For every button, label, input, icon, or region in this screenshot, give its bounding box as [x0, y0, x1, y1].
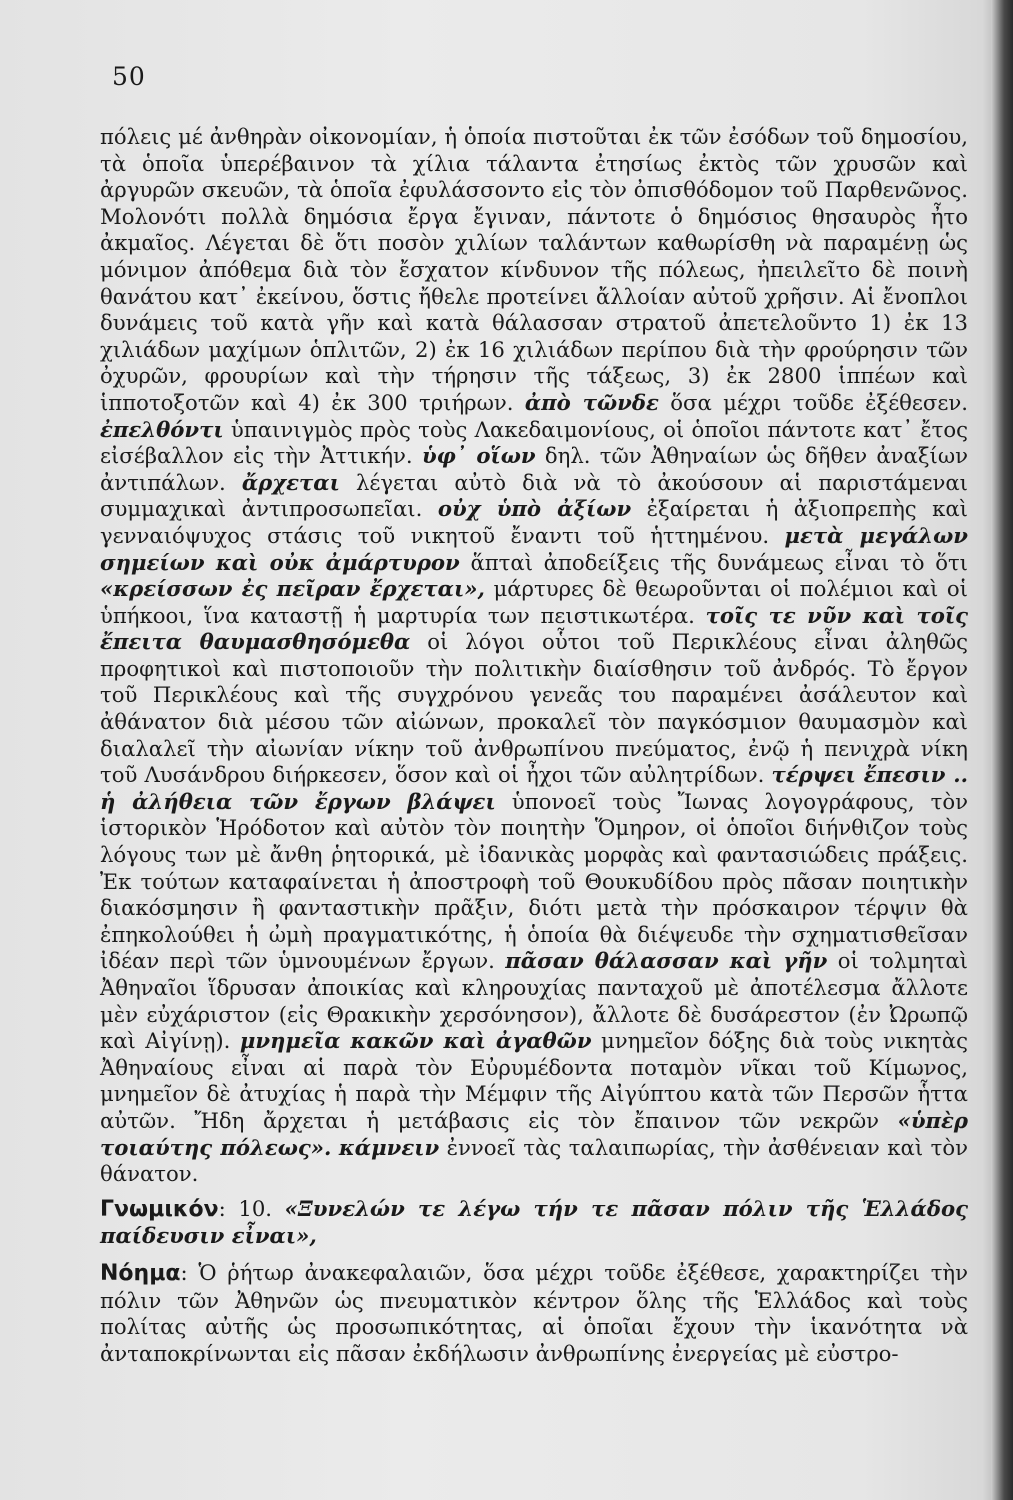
lemma: «ὑπὲρ τοιαύτης πόλεως».	[100, 1107, 968, 1160]
lemma: ἄρχεται	[241, 469, 340, 495]
lemma: ὑφ᾿ οἵων	[421, 443, 536, 469]
lemma: τέρψει ἔπεσιν .. ἡ ἀλήθεια τῶν ἔργων βλάψει	[100, 762, 968, 814]
book-spine-shadow	[991, 0, 1013, 1500]
text-segment: δηλ. τῶν Ἀθηναίων ὡς δῆθεν ἀναξίων ἀντιπάλων.	[100, 443, 968, 495]
gnomikon-number: : 10.	[218, 1195, 273, 1221]
lemma: μετὰ μεγάλων σημείων καὶ οὐκ ἀμάρτυρον	[100, 522, 968, 575]
gnomikon-paragraph	[100, 1196, 968, 1250]
text-segment: πόλεις μέ ἀνθηρὰν οἰκονομίαν, ἡ ὁποία πιστοῦται ἐκ τῶν ἐσόδων τοῦ δημοσίου, τὰ ὁποῖα ὑπερέβαινον τὰ χίλια τάλαντα ἐτησίως ἐκτὸς τῶν χρυσῶν καὶ ἀργυρῶν σκευῶν, τὰ ὁποῖα ἐφυλάσσοντο εἰς τὸν ὀπισθόδομον τοῦ Παρθενῶνος. Μολονότι πολλὰ δημόσια ἔργα ἔγιναν, πάντοτε ὁ δημόσιος θησαυρὸς ἦτο ἀκμαῖος. Λέγεται δὲ ὅτι ποσὸν χιλίων ταλάντων καθωρίσθη νὰ παραμένῃ ὡς μόνιμον ἀπόθεμα διὰ τὸν ἔσχατον κίνδυνον τῆς πόλεως, ἠπειλεῖτο δὲ ποινὴ θανάτου κατ᾿ ἐκείνου, ὅστις ἤθελε προτείνει ἄλλοίαν αὐτοῦ χρῆσιν. Αἱ ἔνοπλοι δυνάμεις τοῦ κατὰ γῆν καὶ κατὰ θάλασσαν στρατοῦ ἀπετελοῦντο 1) ἐκ 13 χιλιάδων μαχίμων ὁπλιτῶν, 2) ἐκ 16 χιλιάδων περίπου διὰ τὴν φρούρησιν τῶν ὀχυρῶν, φρουρίων καὶ τὴν τήρησιν τῆς τάξεως, 3) ἐκ 2800 ἱππέων καὶ ἱπποτοξοτῶν καὶ 4) ἐκ 300 τριήρων.	[100, 124, 968, 415]
noima-text: : Ὁ ῥήτωρ ἀνακεφαλαιῶν, ὅσα μέχρι τοῦδε ἐξέθεσε, χαρακτηρίζει τὴν πόλιν τῶν Ἀθηνῶν ὡς πνευματικὸν κέντρον ὅλης τῆς Ἑλλάδος καὶ τοὺς πολίτας αὐτῆς ὡς προσωπικότητας, αἱ ὁποῖαι ἔχουν τὴν ἱκανότητα νὰ ἀνταποκρίνωνται εἰς πᾶσαν ἐκδήλωσιν ἀνθρωπίνης ἐνεργείας μὲ εὐστρο-	[100, 1259, 968, 1366]
text-segment: ὅσα μέχρι τοῦδε ἐξέθεσεν.	[670, 389, 968, 415]
text-segment: οἱ τολμηταὶ Ἀθηναῖοι ἵδρυσαν ἀποικίας καὶ κληρουχίας πανταχοῦ μὲ ἀποτέλεσμα ἄλλοτε μὲν εὐχάριστον (εἰς Θρακικὴν χερσόνησον), ἄλλοτε δὲ δυσάρεστον (ἐν Ὠρωπῷ καὶ Αἰγίνῃ).	[100, 948, 968, 1054]
text-segment: ἐννοεῖ τὰς ταλαιπωρίας, τὴν ἀσθένειαν καὶ τὸν θάνατον.	[100, 1134, 968, 1187]
lemma: οὐχ ὑπὸ ἀξίων	[437, 496, 632, 522]
lemma: τοῖς τε νῦν καὶ τοῖς ἔπειτα θαυμασθησόμεθα	[100, 602, 968, 655]
text-segment: οἱ λόγοι οὗτοι τοῦ Περικλέους εἶναι ἀληθῶς προφητικοὶ καὶ πιστοποιοῦν τὴν πολιτικὴν διαίσθησιν τοῦ ἀνδρός. Τὸ ἔργον τοῦ Περικλέους καὶ τῆς συγχρόνου γενεᾶς του παραμένει ἀσάλευτον καὶ ἀθάνατον διὰ μέσου τῶν αἰώνων, προκαλεῖ τὸν παγκόσμιον θαυμασμὸν καὶ διαλαλεῖ τὴν αἰωνίαν νίκην τοῦ ἀνθρωπίνου πνεύματος, ἐνῷ ἡ πενιχρὰ νίκη τοῦ Λυσάνδρου διήρκεσεν, ὅσον καὶ οἱ ἦχοι τῶν αὐλητρίδων.	[100, 629, 968, 788]
lemma: πᾶσαν θάλασσαν καὶ γῆν	[505, 948, 828, 974]
noima-label: Νόημα	[100, 1260, 181, 1286]
noima-paragraph	[100, 1260, 968, 1367]
lemma: ἐπελθόντι	[100, 416, 224, 442]
text-segment: μνημεῖον δόξης διὰ τοὺς νικητὰς Ἀθηναίους εἶναι αἱ παρὰ τὸν Εὐρυμέδοντα ποταμὸν νῖκαι τοῦ Κίμωνος, μνημεῖον δὲ ἀτυχίας ἡ παρὰ τὴν Μέμφιν τῆς Αἰγύπτου κατὰ τῶν Περσῶν ἧττα αὐτῶν. Ἤδη ἄρχεται ἡ μετάβασις εἰς τὸν ἔπαινον τῶν νεκρῶν	[100, 1028, 968, 1133]
commentary-paragraph	[100, 124, 968, 1188]
text-segment: ὑπονοεῖ τοὺς Ἴωνας λογογράφους, τὸν ἱστορικὸν Ἡρόδοτον καὶ αὐτὸν τὸν ποιητὴν Ὅμηρον, οἱ ὁποῖοι διήνθιζον τοὺς λόγους των μὲ ἄνθη ῥητορικά, μὲ ἰδανικὰς μορφὰς καὶ φαντασιώδεις πράξεις. Ἐκ τούτων καταφαίνεται ἡ ἀποστροφὴ τοῦ Θουκυδίδου πρὸς πᾶσαν ποιητικὴν διακόσμησιν ἢ φανταστικὴν πρᾶξιν, διότι μετὰ τὴν πρόσκαιρον τέρψιν θὰ ἐπηκολούθει ἡ ὠμὴ πραγματικότης, ἡ ὁποία θὰ διέψευδε τὴν σχηματισθεῖσαν ἰδέαν περὶ τῶν ὑμνουμένων ἔργων.	[100, 788, 968, 974]
lemma: κάμνειν	[338, 1134, 440, 1160]
gnomikon-label: Γνωμικόν	[100, 1196, 219, 1222]
gnomikon-quote: «Ξυνελών τε λέγω τήν τε πᾶσαν πόλιν τῆς Ἑλλάδος παίδευσιν εἶναι»,	[100, 1195, 968, 1249]
lemma: «κρείσσων ἐς πεῖραν ἔρχεται»,	[100, 576, 485, 602]
text-segment: μάρτυρες δὲ θεωροῦνται οἱ πολέμιοι καὶ οἱ ὑπήκοοι, ἵνα καταστῇ ἡ μαρτυρία των πειστικωτέρα.	[100, 576, 968, 628]
text-segment: λέγεται αὐτὸ διὰ νὰ τὸ ἀκούσουν αἱ παριστάμεναι συμμαχικαὶ ἀντιπροσωπεῖαι.	[100, 469, 968, 522]
body-text	[100, 124, 968, 1367]
lemma: μνημεῖα κακῶν καὶ ἀγαθῶν	[239, 1028, 592, 1054]
lemma: ἀπὸ τῶνδε	[524, 389, 659, 415]
text-segment: ἐξαίρεται ἡ ἀξιοπρεπὴς καὶ γενναιόψυχος στάσις τοῦ νικητοῦ ἔναντι τοῦ ἡττημένου.	[100, 496, 968, 548]
text-segment: ὑπαινιγμὸς πρὸς τοὺς Λακεδαιμονίους, οἱ ὁποῖοι πάντοτε κατ᾿ ἔτος εἰσέβαλλον εἰς τὴν Ἀττικήν.	[100, 416, 968, 469]
text-segment: ἅπταὶ ἀποδείξεις τῆς δυνάμεως εἶναι τὸ ὅτι	[470, 549, 968, 575]
page-number: 50	[112, 62, 146, 91]
